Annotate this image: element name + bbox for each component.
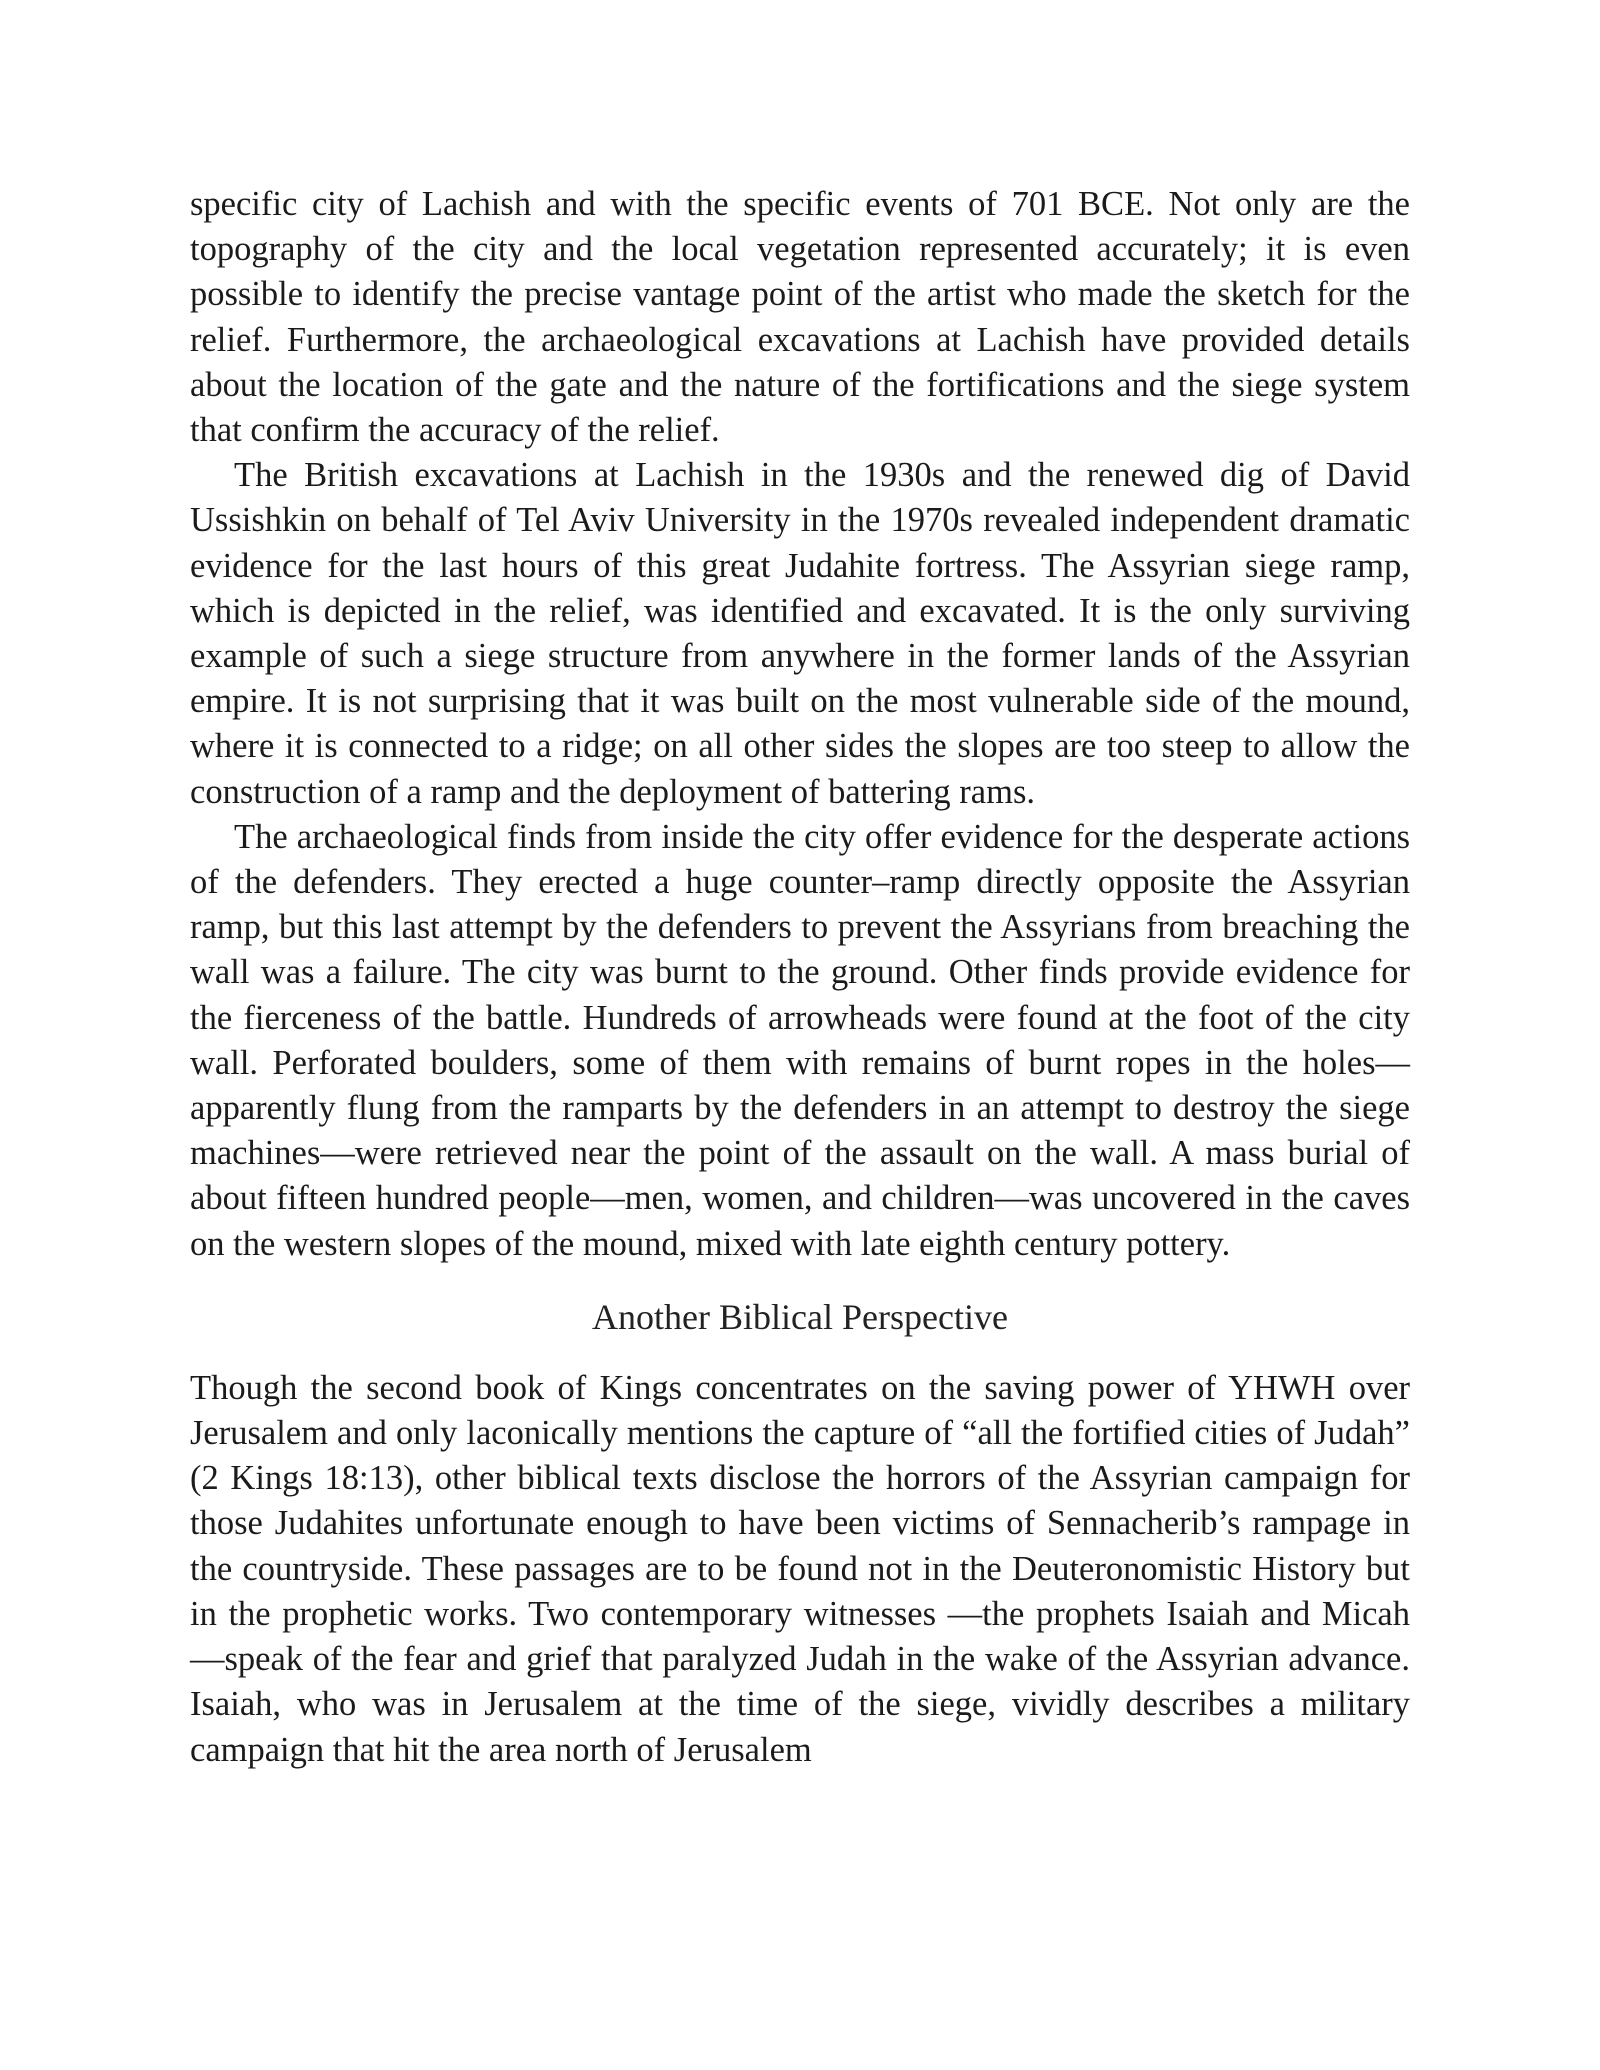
book-page	[190, 182, 1410, 1773]
paragraph-archaeological-finds: The archaeological finds from inside the city offer evidence for the desperate actions of the defenders. They erected a huge counter–ramp directly opposite the Assyrian ramp, but this last attempt by the defenders to prevent the Assyrians from breaching the wall was a failure. The city was burnt to the ground. Other finds provide evidence for the fierceness of the battle. Hundreds of arrowheads were found at the foot of the city wall. Perforated boulders, some of them with remains of burnt ropes in the holes—apparently flung from the ramparts by the defenders in an attempt to destroy the siege machines—were retrieved near the point of the assault on the wall. A mass burial of about fifteen hundred people—men, women, and children—was uncovered in the caves on the western slopes of the mound, mixed with late eighth century pottery.	[190, 817, 1410, 1263]
paragraph-biblical-perspective: Though the second book of Kings concentrates on the saving power of YHWH over Jerusalem and only laconically mentions the capture of “all the fortified cities of Judah” (2 Kings 18:13), other biblical texts disclose the horrors of the Assyrian campaign for those Judahites unfortunate enough to have been victims of Sennacherib’s rampage in the countryside. These passages are to be found not in the Deuteronomistic History but in the prophetic works. Two contemporary witnesses —the prophets Isaiah and Micah—speak of the fear and grief that paralyzed Judah in the wake of the Assyrian advance. Isaiah, who was in Jerusalem at the time of the siege, vividly describes a military campaign that hit the area north of Jerusalem	[190, 1368, 1410, 1769]
paragraph-lachish-relief: specific city of Lachish and with the specific events of 701 BCE. Not only are the topography of the city and the local vegetation represented accurately; it is even possible to identify the precise vantage point of the artist who made the sketch for the relief. Furthermore, the archaeological excavations at Lachish have provided details about the location of the gate and the nature of the fortifications and the siege system that confirm the accuracy of the relief.	[190, 185, 1410, 450]
section-heading: Another Biblical Perspective	[592, 1296, 1008, 1337]
paragraph-british-excavations: The British excavations at Lachish in the 1930s and the renewed dig of David Ussishkin on behalf of Tel Aviv University in the 1970s revealed independent dramatic evidence for the last hours of this great Judahite fortress. The Assyrian siege ramp, which is depicted in the relief, was identified and excavated. It is the only surviving example of such a siege structure from anywhere in the former lands of the Assyrian empire. It is not surprising that it was built on the most vulnerable side of the mound, where it is connected to a ridge; on all other sides the slopes are too steep to allow the construction of a ramp and the deployment of battering rams.	[190, 456, 1410, 811]
